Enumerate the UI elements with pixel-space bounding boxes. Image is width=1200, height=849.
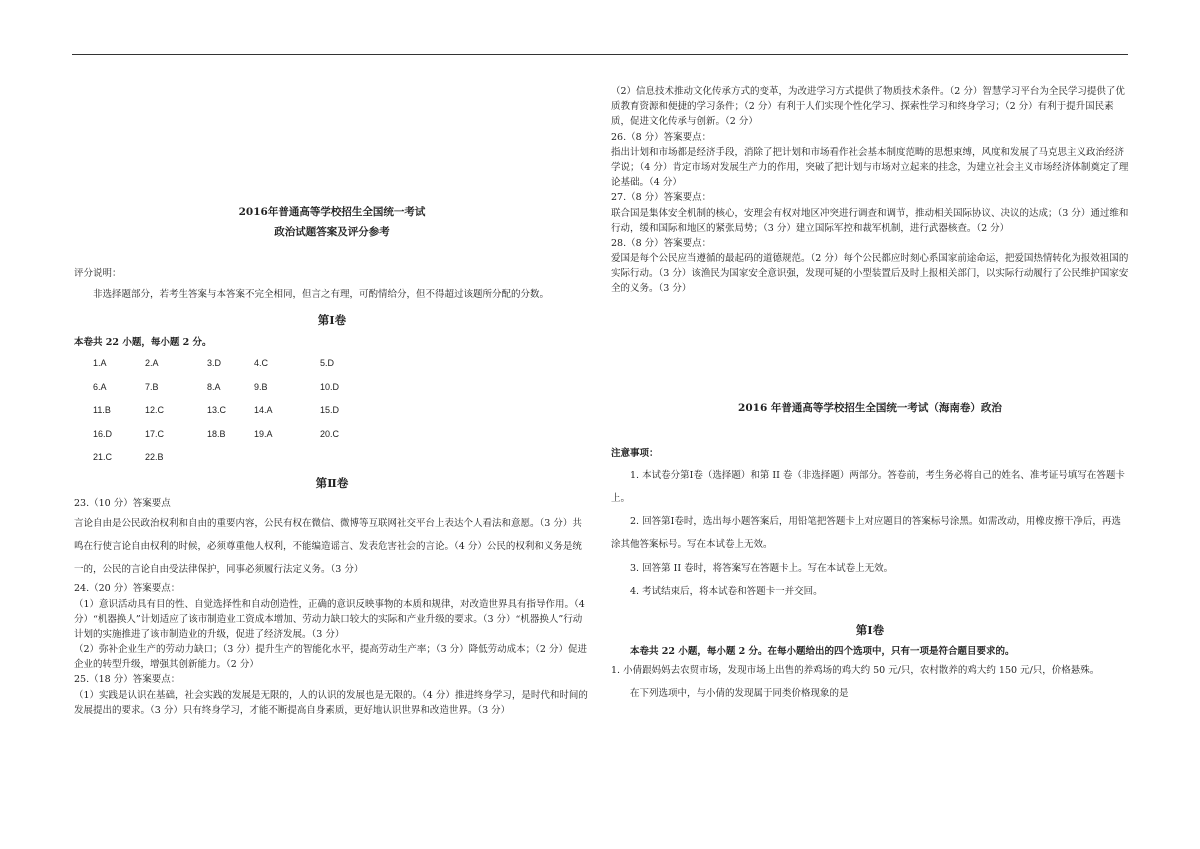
- answer-item: 20.C: [320, 428, 340, 439]
- part1-title: 第Ⅰ卷: [317, 312, 347, 327]
- answer-item: 11.B: [93, 405, 111, 416]
- q25-answer-part1: （1）实践是认识在基础，社会实践的发展是无限的，人的认识的发展也是无限的。（4 分）推进终身学习，是时代和时间的发展提出的要求。（3 分）只有终身学习，才能不断提高自身素质，更好地认识世界和改造世界。（3 分）: [74, 689, 588, 716]
- answer-item: 10.D: [320, 381, 340, 392]
- q26-heading: 26.（8 分）答案要点：: [611, 131, 712, 143]
- answer-item: 3.D: [207, 358, 222, 369]
- notice-item: 3. 回答第 II 卷时，将答案写在答题卡上。写在本试卷上无效。: [630, 562, 894, 574]
- q25-heading: 25.（18 分）答案要点：: [74, 674, 181, 686]
- answer-item: 17.C: [145, 428, 165, 439]
- notice-item: 4. 考试结束后，将本试卷和答题卡一并交回。: [630, 585, 823, 597]
- answer-item: 6.A: [93, 381, 107, 392]
- answer-item: 8.A: [207, 381, 221, 392]
- q26-answer: 指出计划和市场都是经济手段，消除了把计划和市场看作社会基本制度范畴的思想束缚，风度和发展了马克思主义政治经济学说；（4 分）肯定市场对发展生产力的作用，突破了把计划与市场对立起来的挂念，为建立社会主义市场经济体制奠定了理论基础。（4 分）: [611, 146, 1129, 189]
- notice-item: 2. 回答第Ⅰ卷时，选出每小题答案后，用铅笔把答题卡上对应题目的答案标号涂黑。如需改动，用橡皮擦干净后，再选涂其他答案标号。写在本试卷上无效。: [611, 516, 1121, 551]
- part1-note: 本卷共 22 小题，每小题 2 分。: [74, 337, 212, 349]
- answer-item: 13.C: [207, 405, 227, 416]
- q24-heading: 24.（20 分）答案要点：: [74, 583, 181, 595]
- answer-doc-title: 2016年普通高等学校招生全国统一考试: [238, 206, 426, 218]
- answer-item: 7.B: [145, 381, 159, 392]
- part2-title: 第Ⅱ卷: [315, 475, 349, 490]
- q28-heading: 28.（8 分）答案要点：: [611, 237, 712, 249]
- answer-item: 14.A: [254, 405, 273, 416]
- answer-item: 2.A: [145, 358, 159, 369]
- answer-item: 5.D: [320, 358, 335, 369]
- answer-item: 21.C: [93, 452, 113, 463]
- answer-item: 1.A: [93, 358, 107, 369]
- answer-grid: [74, 352, 590, 470]
- part1-note-exam: 本卷共 22 小题，每小题 2 分。在每小题给出的四个选项中，只有一项是符合题目要求的。: [630, 645, 1015, 657]
- left-column: [74, 84, 590, 718]
- answer-item: 12.C: [145, 405, 165, 416]
- answer-item: 9.B: [254, 381, 268, 392]
- answer-item: 16.D: [93, 428, 113, 439]
- part1-title-exam: 第Ⅰ卷: [855, 623, 885, 638]
- scoring-label: 评分说明：: [74, 267, 122, 279]
- q23-answer: 言论自由是公民政治权利和自由的重要内容，公民有权在微信、微博等互联网社交平台上表达个人看法和意愿。（3 分）共鸣在行使言论自由权利的时候，必须尊重他人权利，不能编造谣言、发表危害社会的言论。（4 分）公民的权利和义务是统一的，公民的言论自由受法律保护，同事必须履行法定义务。（3 分）: [74, 517, 582, 576]
- q24-answer-part1: （1）意识活动具有目的性、自觉选择性和自动创造性，正确的意识反映事物的本质和规律，对改造世界具有指导作用。（4 分）“机器换人”计划适应了该市制造业工资成本增加、劳动力缺口较大的实际和产业升级的要求。（3 分）“机器换人”行动计划的实施推进了该市制造业的升级，促进了经济发展。（3 分）: [74, 598, 585, 640]
- q28-answer: 爱国是每个公民应当遵循的最起码的道德规范。（2 分）每个公民都应时刻心系国家前途命运，把爱国热情转化为报效祖国的实际行动。（3 分）该渔民为国家安全意识强，发现可疑的小型装置后及时上报相关部门，以实际行动履行了公民维护国家安全的义务。（3 分）: [611, 253, 1129, 295]
- header-rule: [72, 54, 1128, 55]
- q27-answer: 联合国是集体安全机制的核心，安理会有权对地区冲突进行调查和调节，推动相关国际协议、决议的达成；（3 分）通过维和行动，缓和国际和地区的紧张局势；（3 分）建立国际军控和裁军机制，进行武器核查。（2 分）: [611, 207, 1129, 234]
- answer-doc-subtitle: 政治试题答案及评分参考: [274, 225, 390, 238]
- q23-heading: 23.（10 分）答案要点: [74, 498, 171, 510]
- answer-item: 22.B: [145, 452, 164, 463]
- exam-title: 2016 年普通高等学校招生全国统一考试（海南卷）政治: [738, 401, 1002, 414]
- q24-answer-part2: （2）弥补企业生产的劳动力缺口；（3 分）提升生产的智能化水平，提高劳动生产率；（3 分）降低劳动成本；（2 分）促进企业的转型升级，增强其创新能力。（2 分）: [74, 644, 587, 671]
- answer-item: 18.B: [207, 428, 226, 439]
- question-1-prompt: 在下列选项中，与小倩的发现属于同类价格现象的是: [630, 688, 849, 699]
- answer-item: 4.C: [254, 358, 269, 369]
- answer-item: 19.A: [254, 428, 273, 439]
- right-column: [611, 84, 1129, 705]
- scoring-text: 非选择题部分，若考生答案与本答案不完全相同，但言之有理，可酌情给分，但不得超过该题所分配的分数。: [93, 288, 550, 300]
- notice-heading: 注意事项：: [611, 448, 659, 460]
- notice-item: 1. 本试卷分第Ⅰ卷（选择题）和第 II 卷（非选择题）两部分。答卷前，考生务必将自己的姓名、准考证号填写在答题卡上。: [611, 469, 1125, 504]
- answer-item: 15.D: [320, 405, 340, 416]
- question-1-text: 1. 小倩跟妈妈去农贸市场，发现市场上出售的养鸡场的鸡大约 50 元/只，农村散养的鸡大约 150 元/只，价格悬殊。: [611, 664, 1100, 676]
- q25-answer-part2: （2）信息技术推动文化传承方式的变革，为改进学习方式提供了物质技术条件。（2 分）智慧学习平台为全民学习提供了优质教育资源和便捷的学习条件；（2 分）有利于人们实现个性化学习、探索性学习和终身学习；（2 分）有利于提升国民素质，促进文化传承与创新。（2 分）: [611, 86, 1125, 128]
- q27-heading: 27.（8 分）答案要点：: [611, 192, 712, 204]
